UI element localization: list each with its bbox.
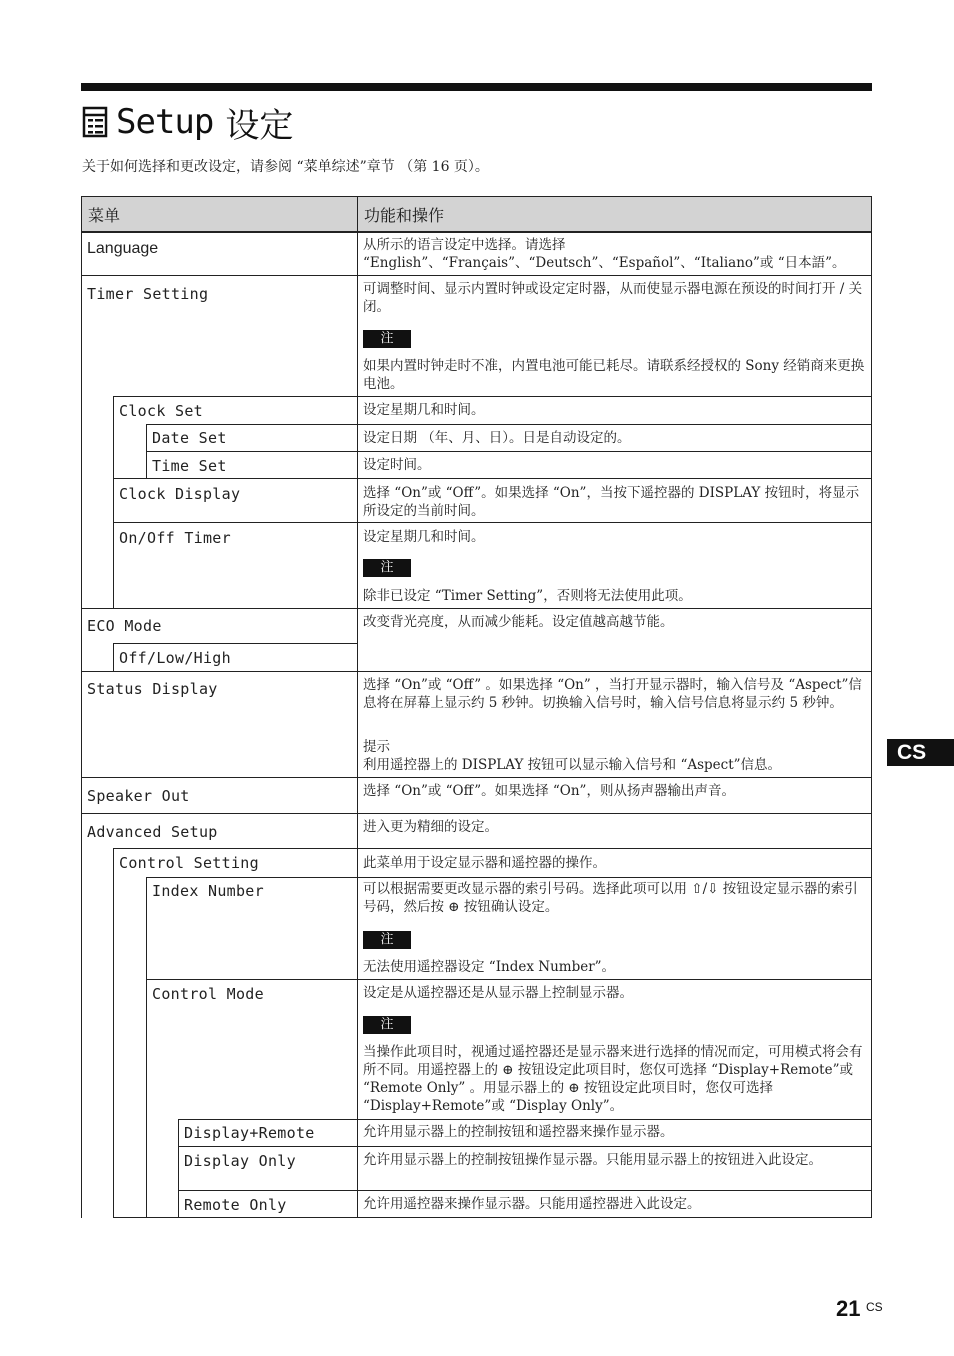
menu-clock-display: Clock Display [119,485,241,503]
desc-onoff-timer: 设定星期几和时间。 [363,529,485,545]
note-badge: 注 [363,330,411,348]
menu-index-number: Index Number [152,882,264,900]
note-timer-setting: 如果内置时钟走时不准，内置电池可能已耗尽。请联系经授权的 Sony 经销商来更换电池。 [363,358,865,392]
menu-list-icon [82,106,108,138]
desc-remote-only: 允许用遥控器来操作显示器。只能用遥控器进入此设定。 [363,1196,701,1212]
menu-eco-levels: Off/Low/High [119,649,231,667]
menu-clock-set: Clock Set [119,402,203,420]
desc-display-only: 允许用显示器上的控制按钮操作显示器。只能用显示器上的按钮进入此设定。 [363,1152,822,1168]
menu-speaker-out: Speaker Out [87,787,190,805]
column-header-menu: 菜单 [81,196,358,232]
note-onoff-timer: 除非已设定 “Timer Setting”，否则将无法使用此项。 [363,588,692,604]
page-number-suffix: CS [866,1300,883,1314]
intro-text: 关于如何选择和更改设定，请参阅 “菜单综述”章节 （第 16 页）。 [82,159,489,175]
desc-time-set: 设定时间。 [363,457,431,473]
hint-status-display: 利用遥控器上的 DISPLAY 按钮可以显示输入信号和 “Aspect”信息。 [363,757,782,773]
desc-index-number: 可以根据需要更改显示器的索引号码。选择此项可以用 ⇧/⇩ 按钮设定显示器的索引号码，然后按 ⊕ 按钮确认设定。 [363,881,858,915]
menu-control-setting: Control Setting [119,854,259,872]
title-text-zh: 设定 [225,105,294,146]
top-rule [81,83,872,91]
desc-timer-setting: 可调整时间、显示内置时钟或设定定时器，从而使显示器电源在预设的时间打开 / 关闭。 [363,281,863,315]
desc-advanced-setup: 进入更为精细的设定。 [363,819,498,835]
menu-control-mode: Control Mode [152,985,264,1003]
title-text: Setup [116,102,214,142]
desc-language: 从所示的语言设定中选择。请选择 “English”、“Français”、“Deutsch”、“Español”、“Italiano”或 “日本語”。 [363,237,846,271]
desc-control-mode: 设定是从遥控器还是从显示器上控制显示器。 [363,985,633,1001]
desc-status-display: 选择 “On”或 “Off” 。如果选择 “On” ，当打开显示器时，输入信号及 “Aspect”信息将在屏幕上显示约 5 秒钟。切换输入信号时，输入信号信息将显示约 5 秒钟。 [363,677,862,711]
menu-advanced-setup: Advanced Setup [87,823,218,841]
column-header-function: 功能和操作 [357,196,872,232]
menu-display-only: Display Only [184,1152,296,1170]
desc-eco-mode: 改变背光亮度，从而减少能耗。设定值越高越节能。 [363,614,674,630]
page-title [82,100,293,144]
settings-table [81,196,872,1218]
note-index-number: 无法使用遥控器设定 “Index Number”。 [363,959,616,975]
note-badge: 注 [363,931,411,949]
menu-timer-setting: Timer Setting [87,285,209,303]
desc-control-setting: 此菜单用于设定显示器和遥控器的操作。 [363,855,606,871]
desc-clock-set: 设定星期几和时间。 [363,402,485,418]
note-badge: 注 [363,559,411,577]
menu-remote-only: Remote Only [184,1196,287,1214]
menu-time-set: Time Set [152,457,227,475]
note-badge: 注 [363,1016,411,1034]
desc-display-remote: 允许用显示器上的控制按钮和遥控器来操作显示器。 [363,1124,674,1140]
menu-onoff-timer: On/Off Timer [119,529,231,547]
menu-eco-mode: ECO Mode [87,617,162,635]
hint-label: 提示 [363,739,390,755]
note-control-mode: 当操作此项目时，视通过遥控器还是显示器来进行选择的情况而定，可用模式将会有所不同。用遥控器上的 ⊕ 按钮设定此项目时，您仅可选择 “Display+Remote”或 “Remote Only” 。用显示器上的 ⊕ 按钮设定此项目时，您仅可选择 “Display+Remote”或 “Display Only”。 [363,1044,863,1114]
page-number: 21 [836,1296,861,1321]
desc-speaker-out: 选择 “On”或 “Off”。如果选择 “On”，则从扬声器输出声音。 [363,783,735,799]
desc-clock-display: 选择 “On”或 “Off”。如果选择 “On”，当按下遥控器的 DISPLAY 按钮时，将显示所设定的当前时间。 [363,485,860,519]
desc-date-set: 设定日期 （年、月、日）。日是自动设定的。 [363,430,631,446]
language-tab: CS [887,739,954,766]
menu-status-display: Status Display [87,680,218,698]
menu-date-set: Date Set [152,429,227,447]
menu-display-remote: Display+Remote [184,1124,315,1142]
menu-language: Language [87,240,159,257]
